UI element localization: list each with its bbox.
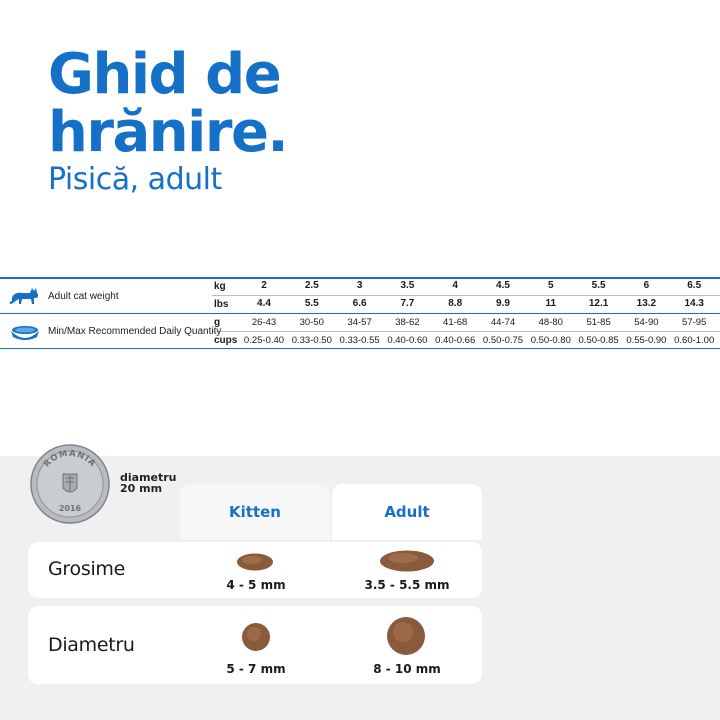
kitten-label: Kitten [229,503,281,521]
cell-kg-2: 3 [356,280,363,291]
cell-g-1: 30-50 [299,317,324,328]
unit-lbs: lbs [214,299,229,310]
cell-lbs-9: 14.3 [684,298,704,309]
cell-cups-8: 0.55-0.90 [626,335,667,346]
cell-cups-7: 0.50-0.85 [578,335,619,346]
coin-year: 2016 [58,504,82,513]
cell-g-3: 38-62 [395,317,420,328]
cell-g-9: 57-95 [682,317,707,328]
cell-g-7: 51-85 [586,317,611,328]
kitten-kibble-top-icon [241,622,271,652]
unit-g: g [214,317,221,328]
cell-lbs-3: 7.7 [400,298,415,309]
thickness-label: Grosime [48,558,126,580]
cell-kg-6: 5 [548,280,554,291]
cell-lbs-7: 12.1 [588,298,609,309]
kitten-column-header [180,484,330,540]
cell-kg-1: 2.5 [304,280,319,291]
adult-kibble-side-icon [379,549,435,573]
page-subtitle: Pisică, adult [48,162,222,197]
adult-diameter-value: 8 - 10 mm [373,662,441,676]
cell-kg-7: 5.5 [591,280,606,291]
cell-lbs-5: 9.9 [496,298,510,309]
daily-quantity-label: Min/Max Recommended Daily Quantity [48,326,222,337]
adult-kibble-top-icon [386,616,426,656]
kitten-kibble-side-icon [236,552,274,572]
cell-cups-4: 0.40-0.66 [435,335,476,346]
kitten-diameter-value: 5 - 7 mm [226,662,286,676]
coin-text: ROMANIA [42,448,98,470]
unit-cups: cups [214,335,238,346]
cell-cups-1: 0.33-0.50 [291,335,332,346]
cell-lbs-1: 5.5 [304,298,319,309]
cell-kg-8: 6 [643,280,650,291]
adult-thickness-value: 3.5 - 5.5 mm [364,578,450,592]
cell-lbs-2: 6.6 [352,298,367,309]
cell-g-0: 26-43 [251,317,277,328]
coin-icon [30,444,110,524]
page-title-block [48,42,448,197]
cell-kg-4: 4 [452,280,458,291]
cell-g-2: 34-57 [347,317,372,328]
cell-cups-2: 0.33-0.55 [339,335,380,346]
feeding-table [0,277,720,349]
cell-lbs-0: 4.4 [257,298,271,309]
cat-icon [8,285,42,312]
cell-g-4: 41-68 [443,317,468,328]
coin-diameter-note [120,472,177,494]
cell-kg-5: 4.5 [496,280,510,291]
cell-kg-0: 2 [261,280,267,291]
page-title-line1: Ghid de [48,42,281,107]
cell-lbs-6: 11 [545,298,557,309]
cell-g-8: 54-90 [634,317,659,328]
cell-cups-6: 0.50-0.80 [530,335,571,346]
cell-lbs-4: 8.8 [448,298,463,309]
unit-kg: kg [214,281,226,292]
cell-cups-9: 0.60-1.00 [674,335,715,346]
kitten-thickness-value: 4 - 5 mm [226,578,286,592]
cell-lbs-8: 13.2 [636,298,657,309]
adult-cat-weight-label: Adult cat weight [48,291,119,302]
cell-cups-3: 0.40-0.60 [387,335,428,346]
bowl-icon [8,323,42,348]
adult-label: Adult [384,503,430,521]
coin-note-line2: 20 mm [120,482,163,495]
cell-kg-3: 3.5 [400,280,415,291]
diameter-label: Diametru [48,634,135,656]
cell-cups-0: 0.25-0.40 [243,335,285,346]
coin-note-line1: diametru [120,471,177,484]
cell-g-6: 48-80 [538,317,563,328]
page-title-line2: hrănire. [48,100,288,165]
cell-cups-5: 0.50-0.75 [482,335,524,346]
cell-kg-9: 6.5 [687,280,702,291]
adult-column-header [332,484,482,540]
cell-g-5: 44-74 [490,317,516,328]
